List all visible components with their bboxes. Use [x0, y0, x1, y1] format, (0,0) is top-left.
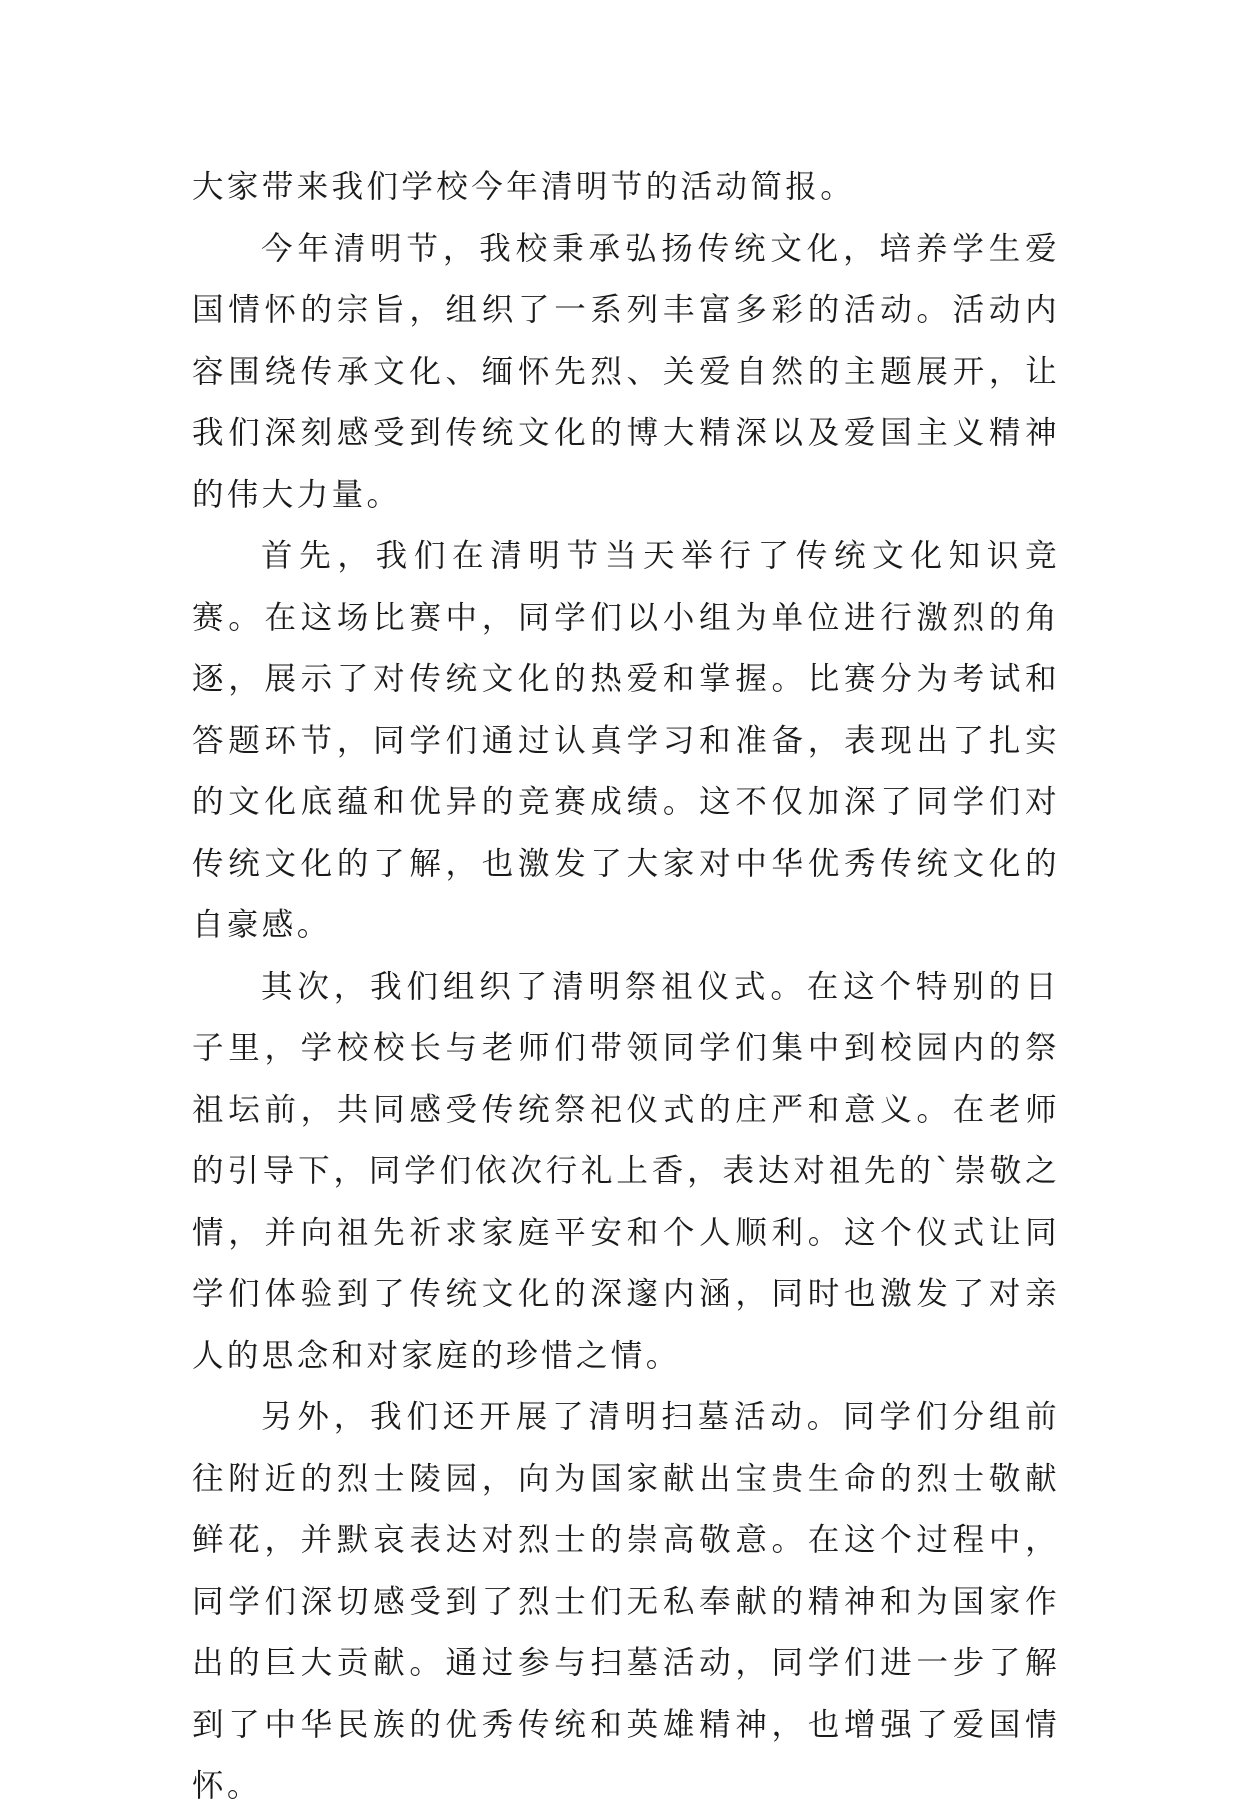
- paragraph-intro-continuation: 大家带来我们学校今年清明节的活动简报。: [192, 169, 856, 205]
- document-body: [192, 157, 1060, 1818]
- paragraph-overview: 今年清明节，我校秉承弘扬传统文化，培养学生爱国情怀的宗旨，组织了一系列丰富多彩的活动。活动内容围绕传承文化、缅怀先烈、关爱自然的主题展开，让我们深刻感受到传统文化的博大精深以及爱国主义精神的伟大力量。: [192, 230, 1060, 513]
- paragraph-ancestor-ceremony: 其次，我们组织了清明祭祖仪式。在这个特别的日子里，学校校长与老师们带领同学们集中到校园内的祭祖坛前，共同感受传统祭祀仪式的庄严和意义。在老师的引导下，同学们依次行礼上香，表达对祖先的`崇敬之情，并向祖先祈求家庭平安和个人顺利。这个仪式让同学们体验到了传统文化的深邃内涵，同时也激发了对亲人的思念和对家庭的珍惜之情。: [192, 968, 1060, 1374]
- paragraph-tomb-sweeping: 另外，我们还开展了清明扫墓活动。同学们分组前往附近的烈士陵园，向为国家献出宝贵生命的烈士敬献鲜花，并默哀表达对烈士的崇高敬意。在这个过程中，同学们深切感受到了烈士们无私奉献的精神和为国家作出的巨大贡献。通过参与扫墓活动，同学们进一步了解到了中华民族的优秀传统和英雄精神，也增强了爱国情怀。: [192, 1399, 1060, 1804]
- paragraph-knowledge-contest: 首先，我们在清明节当天举行了传统文化知识竞赛。在这场比赛中，同学们以小组为单位进行激烈的角逐，展示了对传统文化的热爱和掌握。比赛分为考试和答题环节，同学们通过认真学习和准备，表现出了扎实的文化底蕴和优异的竞赛成绩。这不仅加深了同学们对传统文化的了解，也激发了大家对中华优秀传统文化的自豪感。: [192, 538, 1060, 943]
